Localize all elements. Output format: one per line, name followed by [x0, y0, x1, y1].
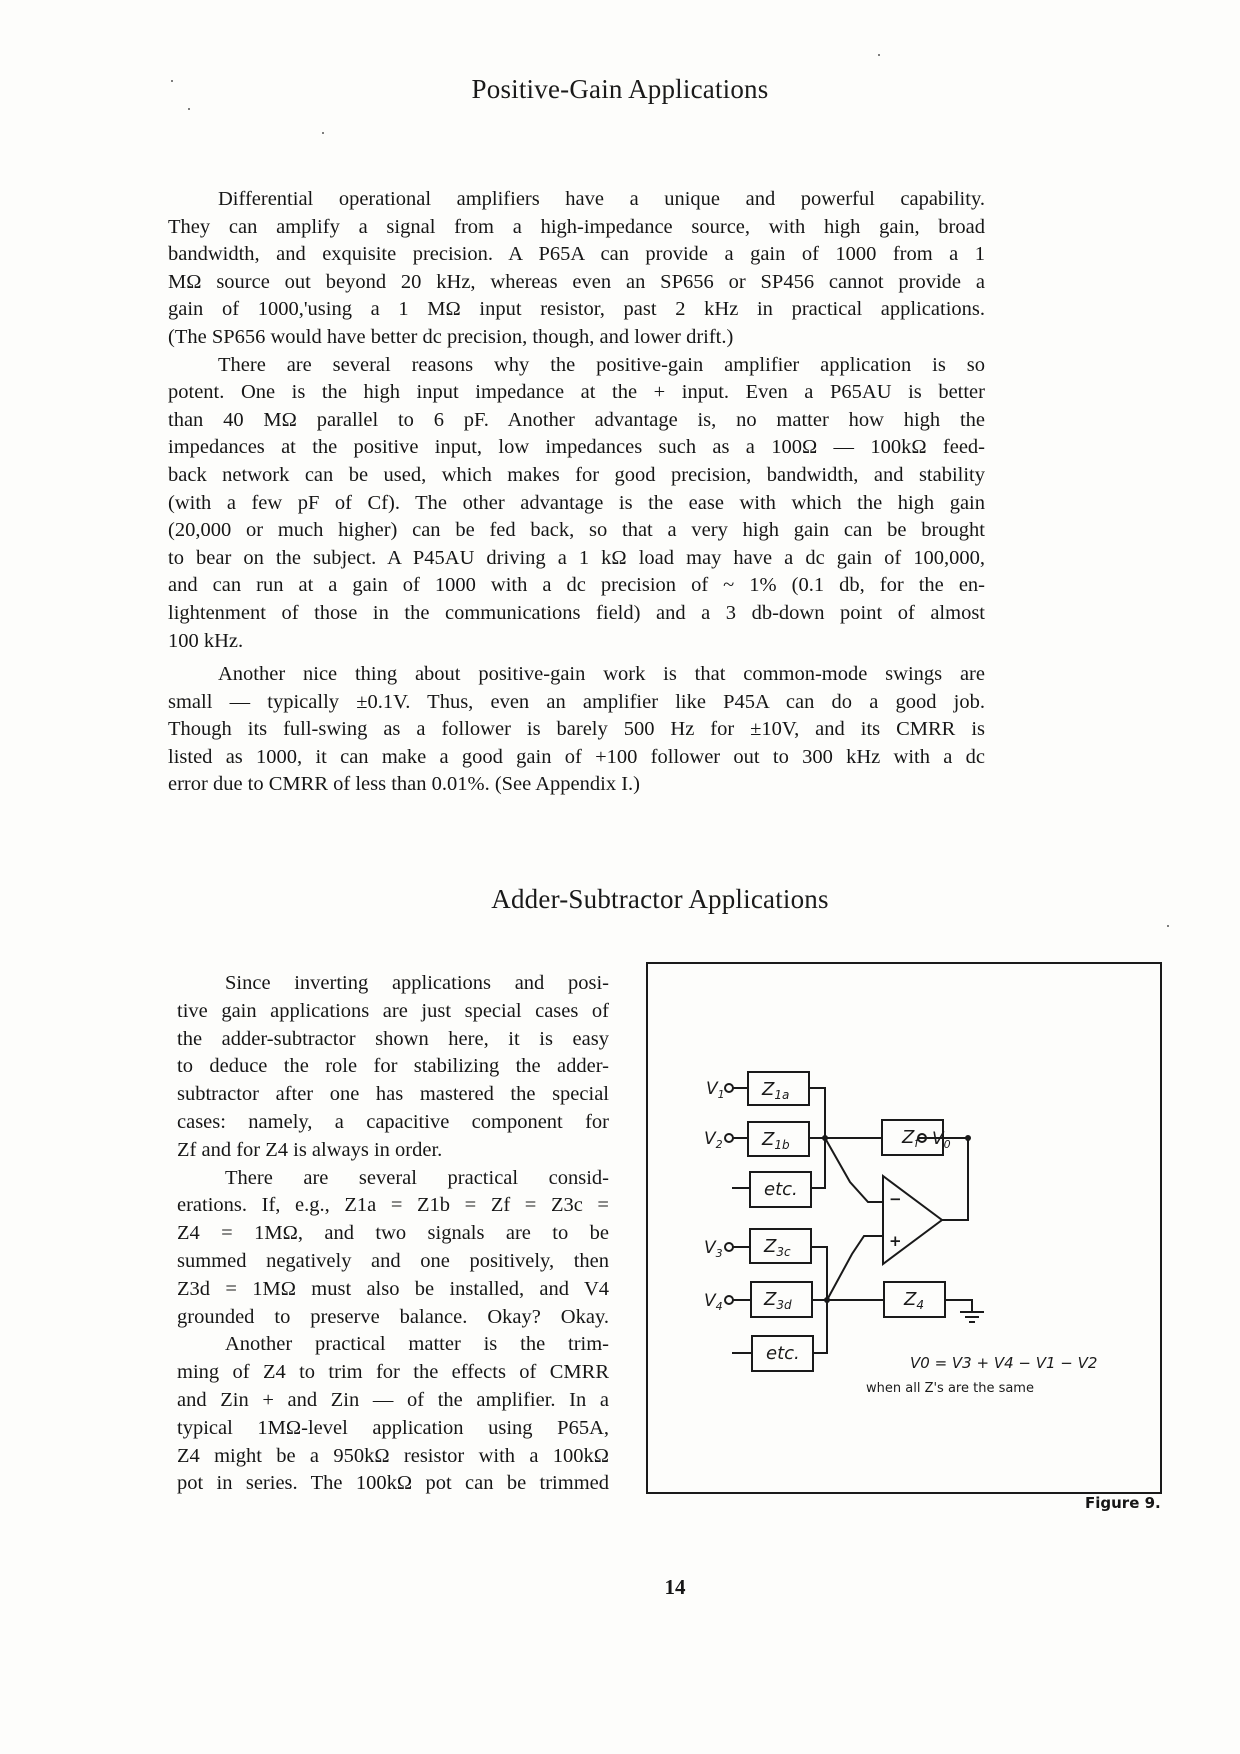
- text-line: back network can be used, which makes for good precision, bandwidth, and stability: [168, 463, 985, 486]
- text-line: There are several practical consid-: [225, 1166, 609, 1189]
- text-line: ming of Z4 to trim for the effects of CMRR: [177, 1361, 609, 1384]
- adder-subtractor-schematic: [648, 964, 1160, 1492]
- text-line: Though its full-swing as a follower is barely 500 Hz for ±10V, and its CMRR is: [168, 718, 985, 741]
- scan-speck: [322, 132, 324, 134]
- label-v1: $V_1$: [706, 1079, 725, 1101]
- scan-speck: [878, 54, 880, 56]
- text-line: to deduce the role for stabilizing the adder-: [177, 1055, 609, 1078]
- label-minus: −: [889, 1190, 902, 1208]
- page-number: 14: [664, 1575, 686, 1599]
- text-line: MΩ source out beyond 20 kHz, whereas even an SP656 or SP456 cannot provide a: [168, 270, 985, 293]
- text-line: and Zin + and Zin — of the amplifier. In a: [177, 1388, 609, 1411]
- terminal-v3: [725, 1243, 733, 1251]
- terminal-v2: [725, 1134, 733, 1142]
- text-line: listed as 1000, it can make a good gain of +100 follower out to 300 kHz with a dc: [168, 745, 985, 768]
- text-line: cases: namely, a capacitive component for: [177, 1110, 609, 1133]
- label-z3c: $Z_{3c}$: [764, 1236, 791, 1259]
- text-line: Z4 might be a 950kΩ resistor with a 100kΩ: [177, 1444, 609, 1467]
- text-line: erations. If, e.g., Z1a = Z1b = Zf = Z3c =: [177, 1194, 609, 1217]
- text-line: tive gain applications are just special cases of: [177, 999, 609, 1022]
- terminal-v4: [725, 1296, 733, 1304]
- junction-dot: [822, 1135, 828, 1141]
- label-z1a: $Z_{1a}$: [762, 1079, 790, 1102]
- equation-note: when all Z's are the same: [866, 1381, 1034, 1396]
- text-line: They can amplify a signal from a high-impedance source, with high gain, broad: [168, 215, 985, 238]
- text-line: and can run at a gain of 1000 with a dc precision of ~ 1% (0.1 db, for the en-: [168, 574, 985, 597]
- text-line: subtractor after one has mastered the special: [177, 1083, 609, 1106]
- text-line: to bear on the subject. A P45AU driving a 1 kΩ load may have a dc gain of 100,000,: [168, 546, 985, 569]
- text-line: than 40 MΩ parallel to 6 pF. Another advantage is, no matter how high the: [168, 408, 985, 431]
- terminal-v1: [725, 1084, 733, 1092]
- label-zf: $Z_f$: [902, 1127, 919, 1150]
- section-heading-positive-gain: Positive-Gain Applications: [471, 74, 769, 104]
- text-line: lightenment of those in the communications field) and a 3 db-down point of almost: [168, 601, 985, 624]
- text-line: gain of 1000,'using a 1 MΩ input resistor, past 2 kHz in practical applications.: [168, 298, 985, 321]
- figure-9-frame: [646, 962, 1162, 1494]
- text-line: Another nice thing about positive-gain work is that common-mode swings are: [218, 663, 985, 686]
- text-line: (with a few pF of Cf). The other advantage is the ease with which the high gain: [168, 491, 985, 514]
- junction-dot: [965, 1135, 971, 1141]
- text-line: pot in series. The 100kΩ pot can be trimmed: [177, 1472, 609, 1495]
- text-line: Zf and for Z4 is always in order.: [177, 1138, 443, 1161]
- text-line: the adder-subtractor shown here, it is easy: [177, 1027, 609, 1050]
- label-etc-top: etc.: [764, 1179, 798, 1200]
- label-plus: +: [889, 1232, 902, 1250]
- figure-caption: Figure 9.: [1085, 1494, 1161, 1512]
- section-heading-adder-subtractor: Adder-Subtractor Applications: [491, 884, 829, 914]
- text-line: typical 1MΩ-level application using P65A,: [177, 1416, 609, 1439]
- text-line: impedances at the positive input, low impedances such as a 100Ω — 100kΩ feed-: [168, 436, 985, 459]
- text-line: potent. One is the high input impedance at the + input. Even a P65AU is better: [168, 381, 985, 404]
- scan-speck: [1167, 925, 1169, 927]
- scan-speck: [188, 108, 190, 110]
- adder-subtractor-body: [177, 970, 609, 1498]
- label-v2: $V_2$: [704, 1129, 723, 1151]
- output-equation: V0 = V3 + V4 − V1 − V2: [910, 1354, 1098, 1372]
- text-line: Z4 = 1MΩ, and two signals are to be: [177, 1222, 609, 1245]
- text-line: (20,000 or much higher) can be fed back, so that a very high gain can be brought: [168, 519, 985, 542]
- text-line: bandwidth, and exquisite precision. A P65A can provide a gain of 1000 from a 1: [168, 243, 985, 266]
- text-line: small — typically ±0.1V. Thus, even an amplifier like P45A can do a good job.: [168, 690, 985, 713]
- text-line: summed negatively and one positively, then: [177, 1249, 609, 1272]
- positive-gain-body: [168, 186, 985, 799]
- label-z4: $Z_4$: [904, 1289, 924, 1312]
- label-v4: $V_4$: [704, 1291, 723, 1313]
- label-v3: $V_3$: [704, 1238, 723, 1260]
- text-line: There are several reasons why the positive-gain amplifier application is so: [218, 353, 985, 376]
- text-line: 100 kHz.: [168, 629, 244, 652]
- text-line: (The SP656 would have better dc precision, though, and lower drift.): [168, 325, 734, 348]
- label-vo: $V_0$: [932, 1129, 951, 1151]
- junction-dot: [824, 1297, 830, 1303]
- text-line: grounded to preserve balance. Okay? Okay.: [177, 1305, 609, 1328]
- label-z1b: $Z_{1b}$: [762, 1129, 790, 1152]
- label-z3d: $Z_{3d}$: [764, 1289, 792, 1312]
- label-etc-bottom: etc.: [766, 1343, 800, 1364]
- text-line: error due to CMRR of less than 0.01%. (See Appendix I.): [168, 773, 640, 796]
- text-line: Another practical matter is the trim-: [225, 1333, 609, 1356]
- text-line: Since inverting applications and posi-: [225, 972, 609, 994]
- text-line: Z3d = 1MΩ must also be installed, and V4: [177, 1277, 609, 1300]
- text-line: Differential operational amplifiers have a unique and powerful capability.: [218, 188, 985, 210]
